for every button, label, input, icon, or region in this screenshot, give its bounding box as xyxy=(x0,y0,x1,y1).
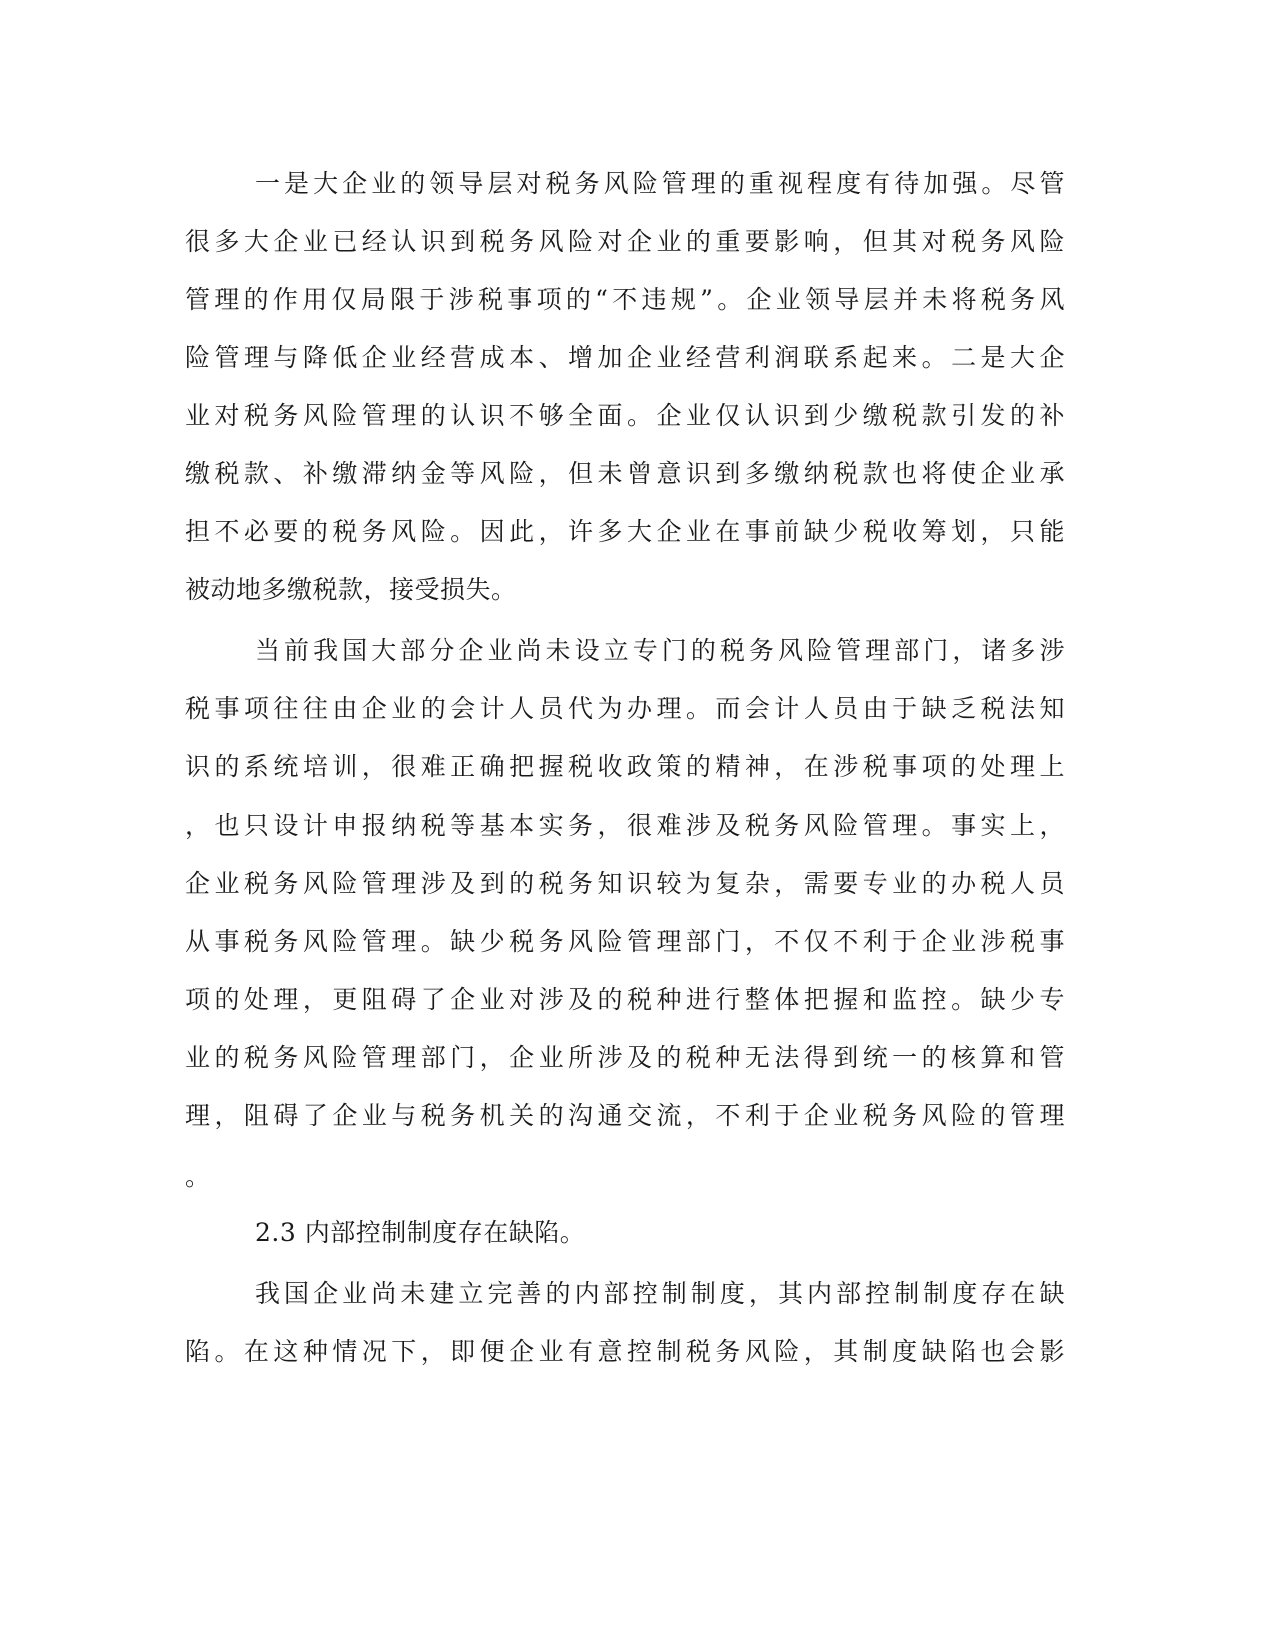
paragraph-2-line-10: 。 xyxy=(185,1162,211,1191)
paragraph-2-line-3: 识的系统培训，很难正确把握税收政策的精神，在涉税事项的处理上 xyxy=(185,752,1065,781)
paragraph-1-line-6: 缴税款、补缴滞纳金等风险，但未曾意识到多缴纳税款也将使企业承 xyxy=(185,459,1065,488)
paragraph-3-line-1: 我国企业尚未建立完善的内部控制制度，其内部控制制度存在缺 xyxy=(255,1279,1065,1308)
paragraph-1-line-3: 管理的作用仅局限于涉税事项的“不违规”。企业领导层并未将税务风 xyxy=(185,285,1065,314)
paragraph-3-line-2: 陷。在这种情况下，即便企业有意控制税务风险，其制度缺陷也会影 xyxy=(185,1337,1065,1366)
paragraph-1-line-8: 被动地多缴税款，接受损失。 xyxy=(185,575,517,604)
paragraph-2-line-5: 企业税务风险管理涉及到的税务知识较为复杂，需要专业的办税人员 xyxy=(185,869,1065,898)
paragraph-2-line-8: 业的税务风险管理部门，企业所涉及的税种无法得到统一的核算和管 xyxy=(185,1043,1065,1072)
paragraph-1-line-2: 很多大企业已经认识到税务风险对企业的重要影响，但其对税务风险 xyxy=(185,227,1065,256)
section-heading-2-3: 2.3 内部控制制度存在缺陷。 xyxy=(255,1218,586,1247)
paragraph-1-line-5: 业对税务风险管理的认识不够全面。企业仅认识到少缴税款引发的补 xyxy=(185,401,1065,430)
paragraph-2-line-4: ，也只设计申报纳税等基本实务，很难涉及税务风险管理。事实上， xyxy=(185,811,1065,840)
paragraph-2-line-2: 税事项往往由企业的会计人员代为办理。而会计人员由于缺乏税法知 xyxy=(185,694,1065,723)
paragraph-2-line-1: 当前我国大部分企业尚未设立专门的税务风险管理部门，诸多涉 xyxy=(255,636,1065,665)
paragraph-1-line-4: 险管理与降低企业经营成本、增加企业经营利润联系起来。二是大企 xyxy=(185,343,1065,372)
paragraph-2-line-9: 理，阻碍了企业与税务机关的沟通交流，不利于企业税务风险的管理 xyxy=(185,1101,1065,1130)
paragraph-2-line-6: 从事税务风险管理。缺少税务风险管理部门，不仅不利于企业涉税事 xyxy=(185,927,1065,956)
paragraph-1-line-1: 一是大企业的领导层对税务风险管理的重视程度有待加强。尽管 xyxy=(255,169,1065,198)
paragraph-2-line-7: 项的处理，更阻碍了企业对涉及的税种进行整体把握和监控。缺少专 xyxy=(185,985,1065,1014)
paragraph-1-line-7: 担不必要的税务风险。因此，许多大企业在事前缺少税收筹划，只能 xyxy=(185,517,1065,546)
